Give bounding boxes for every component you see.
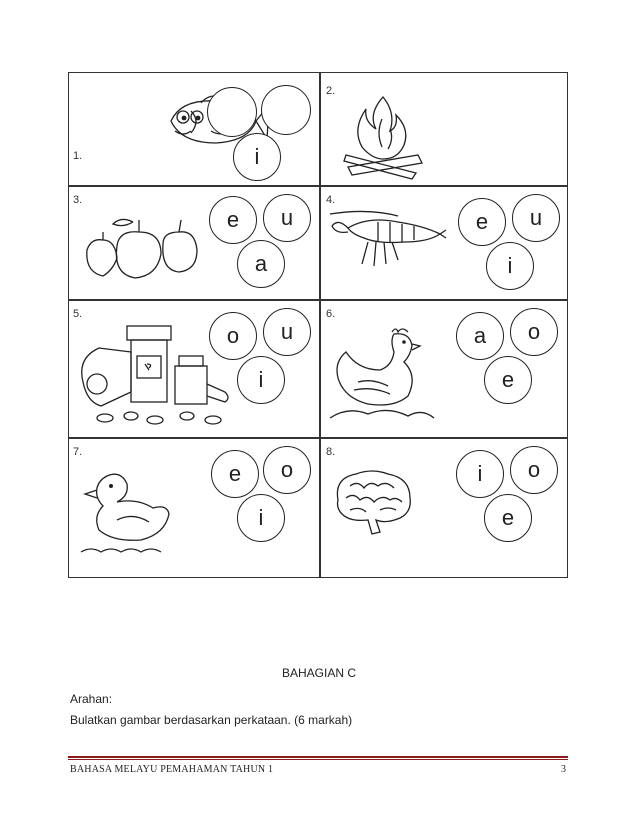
item-number: 4.: [326, 194, 336, 206]
exercise-cell-8: [320, 438, 569, 579]
footer-rule: [68, 756, 568, 758]
letter-bubble[interactable]: u: [263, 194, 311, 242]
letter-bubble[interactable]: i: [486, 242, 534, 290]
letter-bubble[interactable]: o: [209, 312, 257, 360]
hen-icon: [328, 322, 438, 422]
instruction-label: Arahan:: [70, 692, 113, 706]
exercise-cell-4: [320, 186, 569, 299]
exercise-cell-5: [69, 300, 319, 437]
item-number: 6.: [326, 308, 336, 320]
letter-bubble[interactable]: e: [209, 196, 257, 244]
letter-bubble[interactable]: [207, 87, 257, 137]
letter-bubble[interactable]: e: [211, 450, 259, 498]
letter-bubble[interactable]: e: [458, 198, 506, 246]
footer-title: BAHASA MELAYU PEMAHAMAN TAHUN 1: [70, 764, 274, 775]
letter-bubble[interactable]: e: [484, 494, 532, 542]
letter-bubble[interactable]: a: [237, 240, 285, 288]
letter-bubble[interactable]: e: [484, 356, 532, 404]
brain-icon: [330, 466, 414, 536]
item-number: 7.: [73, 446, 83, 458]
exercise-cell-1: [69, 73, 319, 185]
letter-bubble[interactable]: u: [263, 308, 311, 356]
letter-bubble[interactable]: o: [510, 308, 558, 356]
item-number: 1.: [73, 150, 83, 162]
item-number: 5.: [73, 308, 83, 320]
instruction-text: Bulatkan gambar berdasarkan perkataan. (6 markah): [70, 713, 353, 727]
item-number: 2.: [326, 85, 336, 97]
shrimp-icon: [328, 208, 448, 270]
section-title: BAHAGIAN C: [281, 666, 356, 680]
exercise-grid: [68, 72, 568, 578]
letter-bubble[interactable]: u: [512, 194, 560, 242]
letter-bubble[interactable]: o: [263, 446, 311, 494]
exercise-cell-2: [320, 73, 569, 185]
fire-icon: [338, 89, 428, 181]
apples-icon: [77, 210, 202, 282]
letter-bubble[interactable]: i: [456, 450, 504, 498]
duck-icon: [77, 468, 173, 558]
footer-rule: [68, 759, 568, 760]
item-number: 3.: [73, 194, 83, 206]
letter-bubble[interactable]: [261, 85, 311, 135]
letter-bubble[interactable]: o: [510, 446, 558, 494]
letter-bubble[interactable]: i: [237, 356, 285, 404]
letter-bubble[interactable]: a: [456, 312, 504, 360]
item-number: 8.: [326, 446, 336, 458]
exercise-cell-3: [69, 186, 319, 299]
letter-bubble[interactable]: i: [233, 133, 281, 181]
exercise-cell-6: [320, 300, 569, 437]
exercise-cell-7: [69, 438, 319, 579]
letter-bubble[interactable]: i: [237, 494, 285, 542]
page-number: 3: [561, 764, 566, 775]
